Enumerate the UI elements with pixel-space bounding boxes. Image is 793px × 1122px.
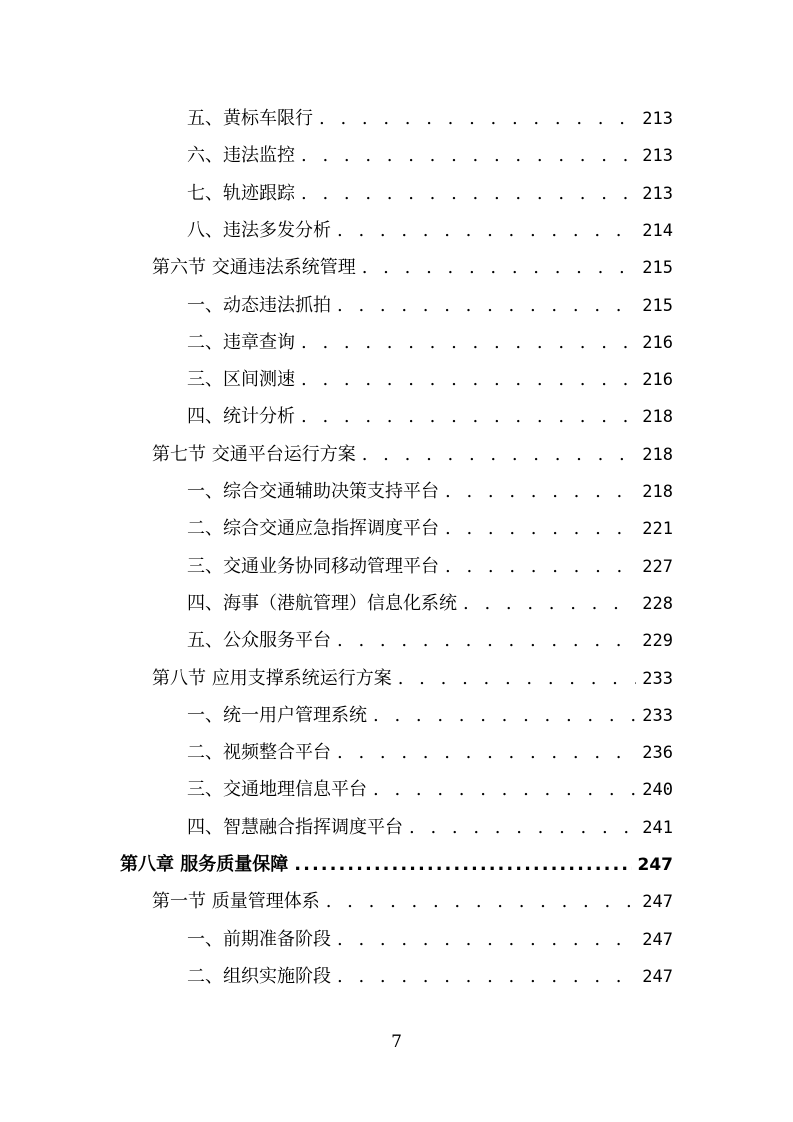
toc-entry-page: 216	[642, 370, 673, 391]
toc-entry-label: 第八节 应用支撑系统运行方案	[152, 667, 392, 689]
toc-entry-chapter[interactable]	[120, 850, 673, 880]
toc-entry-page: 247	[642, 929, 673, 950]
toc-entry-item[interactable]	[187, 775, 673, 805]
toc-entry-label: 六、违法监控	[187, 145, 295, 167]
toc-entry-item[interactable]	[187, 626, 673, 656]
toc-entry-page: 215	[642, 258, 673, 279]
toc-entry-item[interactable]	[187, 402, 673, 432]
dot-leader	[337, 291, 636, 321]
toc-entry-page: 229	[642, 631, 673, 652]
toc-entry-label: 二、组织实施阶段	[187, 965, 331, 987]
toc-entry-label: 二、违章查询	[187, 331, 295, 353]
dot-leader	[373, 775, 636, 805]
dot-leader	[337, 925, 636, 955]
dot-leader	[398, 664, 637, 694]
dot-leader	[445, 552, 636, 582]
toc-entry-section[interactable]	[152, 664, 673, 694]
toc-entry-item[interactable]	[187, 589, 673, 619]
toc-entry-page: 215	[642, 295, 673, 316]
toc-entry-label: 第六节 交通违法系统管理	[152, 257, 356, 279]
toc-entry-item[interactable]	[187, 738, 673, 768]
toc-entry-page: 236	[642, 743, 673, 764]
toc-entry-item[interactable]	[187, 291, 673, 321]
toc-entry-item[interactable]	[187, 104, 673, 134]
toc-entry-label: 三、交通地理信息平台	[187, 779, 367, 801]
toc-entry-page: 213	[642, 183, 673, 204]
toc-entry-item[interactable]	[187, 925, 673, 955]
dot-leader	[301, 402, 636, 432]
dot-leader	[362, 440, 637, 470]
toc-entry-item[interactable]	[187, 514, 673, 544]
toc-entry-page: 240	[642, 780, 673, 801]
toc-entry-item[interactable]	[187, 552, 673, 582]
toc-entry-label: 四、海事（港航管理）信息化系统	[187, 592, 457, 614]
dot-leader	[445, 514, 636, 544]
toc-entry-page: 213	[642, 146, 673, 167]
dot-leader	[337, 962, 636, 992]
dot-leader	[337, 626, 636, 656]
toc-entry-section[interactable]	[152, 440, 673, 470]
toc-entry-label: 一、动态违法抓拍	[187, 294, 331, 316]
toc-entry-label: 一、综合交通辅助决策支持平台	[187, 481, 439, 502]
toc-entry-page: 247	[642, 892, 673, 913]
dot-leader	[463, 589, 636, 619]
toc-entry-page: 241	[642, 817, 673, 838]
toc-entry-section[interactable]	[152, 887, 673, 917]
toc-entry-label: 五、黄标车限行	[187, 108, 313, 129]
page-number: 7	[391, 1032, 402, 1052]
dot-leader	[294, 850, 631, 880]
dot-leader	[337, 738, 636, 768]
dot-leader	[301, 179, 636, 209]
toc-entry-label: 一、统一用户管理系统	[187, 704, 367, 726]
toc-entry-label: 第七节 交通平台运行方案	[152, 443, 356, 465]
toc-entry-item[interactable]	[187, 216, 673, 246]
toc-entry-label: 四、统计分析	[187, 406, 295, 428]
toc-entry-item[interactable]	[187, 141, 673, 171]
toc-entry-item[interactable]	[187, 701, 673, 731]
toc-entry-page: 213	[642, 109, 673, 129]
dot-leader	[337, 216, 636, 246]
toc-entry-item[interactable]	[187, 962, 673, 992]
dot-leader	[373, 701, 636, 731]
toc-entry-label: 七、轨迹跟踪	[187, 182, 295, 204]
toc-entry-page: 233	[642, 705, 673, 726]
toc-entry-label: 二、综合交通应急指挥调度平台	[187, 518, 439, 540]
toc-entry-page: 228	[642, 593, 673, 614]
toc-entry-page: 214	[642, 220, 673, 241]
toc-entry-item[interactable]	[187, 179, 673, 209]
toc-entry-label: 三、交通业务协同移动管理平台	[187, 555, 439, 577]
dot-leader	[362, 253, 637, 283]
toc-entry-label: 四、智慧融合指挥调度平台	[187, 816, 403, 838]
toc-entry-page: 216	[642, 332, 673, 353]
toc-entry-item[interactable]	[187, 328, 673, 358]
toc-entry-page: 218	[642, 482, 673, 502]
toc-entry-item[interactable]	[187, 477, 673, 507]
dot-leader	[301, 328, 636, 358]
toc-entry-page: 221	[642, 519, 673, 540]
toc-entry-section[interactable]	[152, 253, 673, 283]
toc-entry-label: 五、公众服务平台	[187, 630, 331, 652]
dot-leader	[445, 477, 636, 507]
toc-entry-label: 第八章 服务质量保障	[120, 854, 289, 875]
toc-entry-page: 227	[642, 556, 673, 577]
toc-entry-label: 八、违法多发分析	[187, 219, 331, 241]
dot-leader	[319, 104, 636, 134]
dot-leader	[326, 887, 637, 917]
toc-entry-page: 218	[642, 444, 673, 465]
toc-entry-page: 233	[642, 668, 673, 689]
toc-entry-item[interactable]	[187, 365, 673, 395]
toc-entry-page: 218	[642, 407, 673, 428]
toc-entry-label: 三、区间测速	[187, 369, 295, 391]
toc-entry-item[interactable]	[187, 813, 673, 843]
toc-entry-label: 一、前期准备阶段	[187, 928, 331, 950]
toc-entry-page: 247	[642, 966, 673, 987]
toc-entry-page: 247	[637, 855, 673, 875]
toc-entry-label: 第一节 质量管理体系	[152, 891, 320, 913]
dot-leader	[409, 813, 636, 843]
toc-entry-label: 二、视频整合平台	[187, 742, 331, 764]
dot-leader	[301, 141, 636, 171]
dot-leader	[301, 365, 636, 395]
